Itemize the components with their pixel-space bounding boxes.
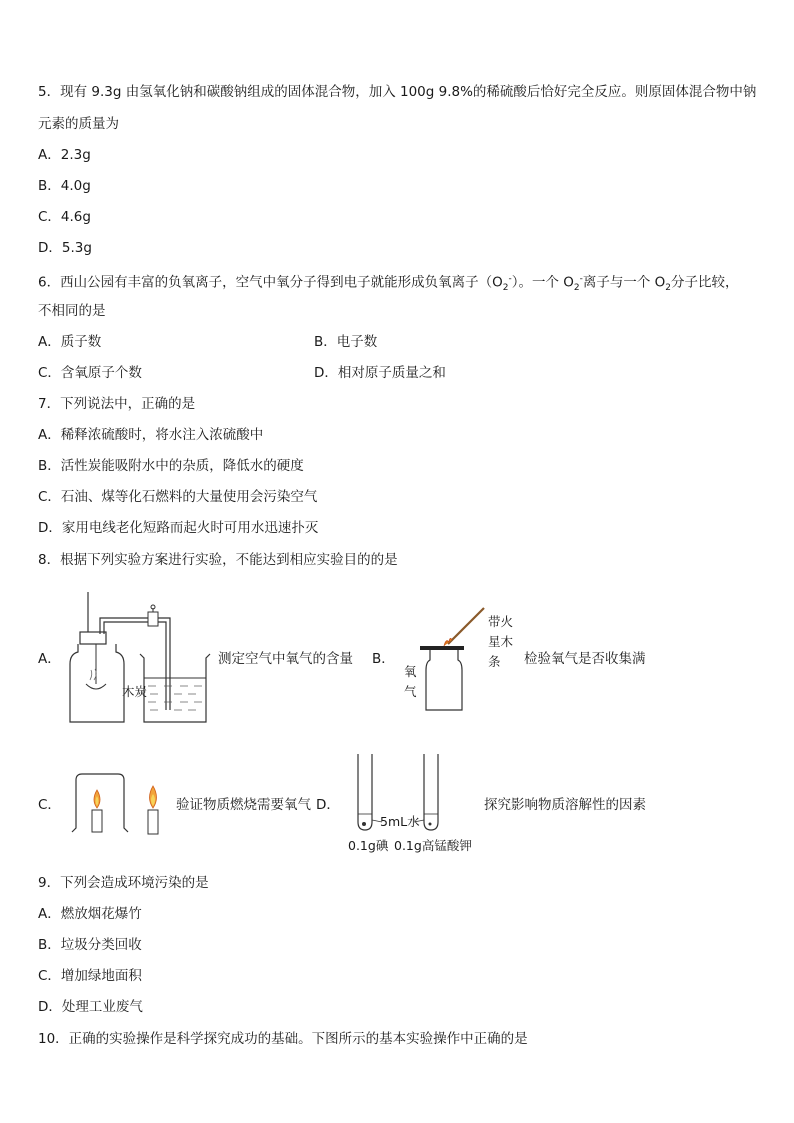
q6-option-c: C．含氧原子个数 [38,365,142,381]
q6-stem-line2: 不相同的是 [38,303,106,319]
q6-option-b: B．电子数 [314,334,378,350]
q5-option-b: B．4.0g [38,178,91,194]
q8-d-label-kmno4: 0.1g高锰酸钾 [394,838,472,853]
q9-stem: 9．下列会造成环境污染的是 [38,875,209,891]
q9-option-a: A．燃放烟花爆竹 [38,906,142,922]
q8-stem: 8．根据下列实验方案进行实验，不能达到相应实验目的的是 [38,552,398,568]
q7-option-a: A．稀释浓硫酸时，将水注入浓硫酸中 [38,427,264,443]
q8-d-label-iodine: 0.1g碘 [348,838,389,853]
q8-option-d-letter: D． [316,797,340,813]
q7-option-d: D．家用电线老化短路而起火时可用水迅速扑灭 [38,520,319,536]
q7-stem: 7．下列说法中，正确的是 [38,396,196,412]
q6-stem-line1: 6．西山公园有丰富的负氧离子，空气中氧分子得到电子就能形成负氧离子$(O_2^-)$。一个 $O_2^-$离子与一个 $O_2$分子比较， [38,274,739,294]
q8-b-label-oxygen-1: 氧 [404,664,417,679]
q8-a-label-charcoal: 木炭 [122,684,148,699]
q6-option-a: A．质子数 [38,334,102,350]
q5-option-a: A．2.3g [38,147,91,163]
q9-option-c: C．增加绿地面积 [38,968,142,984]
q8-option-a-letter: A． [38,651,61,667]
q5-option-c: C．4.6g [38,209,91,225]
q7-option-c: C．石油、煤等化石燃料的大量使用会污染空气 [38,489,318,505]
q8-option-c-letter: C． [38,797,61,813]
q8-b-purpose: 检验氧气是否收集满 [524,651,646,667]
q8-b-label-stick-2: 星木 [488,634,514,649]
q8-c-apparatus [66,770,176,836]
q8-b-label-oxygen-2: 气 [404,684,417,699]
q5-option-d: D．5.3g [38,240,92,256]
q8-d-label-water: 5mL水 [380,814,420,829]
q6-option-d: D．相对原子质量之和 [314,365,446,381]
q7-option-b: B．活性炭能吸附水中的杂质，降低水的硬度 [38,458,304,474]
q8-d-purpose: 探究影响物质溶解性的因素 [484,797,646,813]
q8-a-apparatus [60,590,210,725]
q8-option-b-letter: B． [372,651,395,667]
q10-stem: 10．正确的实验操作是科学探究成功的基础。下图所示的基本实验操作中正确的是 [38,1031,528,1047]
q5-stem-line2: 元素的质量为 [38,116,119,132]
q8-b-label-stick-3: 条 [488,654,501,669]
q8-b-label-stick-1: 带火 [488,614,514,629]
q8-a-purpose: 测定空气中氧气的含量 [218,651,353,667]
q8-c-purpose: 验证物质燃烧需要氧气 [176,797,311,813]
q5-stem-line1: 5．现有 9.3g 由氢氧化钠和碳酸钠组成的固体混合物，加入 100g 9.8%的稀硫酸后恰好完全反应。则原固体混合物中钠 [38,84,757,100]
q9-option-b: B．垃圾分类回收 [38,937,142,953]
q9-option-d: D．处理工业废气 [38,999,143,1015]
